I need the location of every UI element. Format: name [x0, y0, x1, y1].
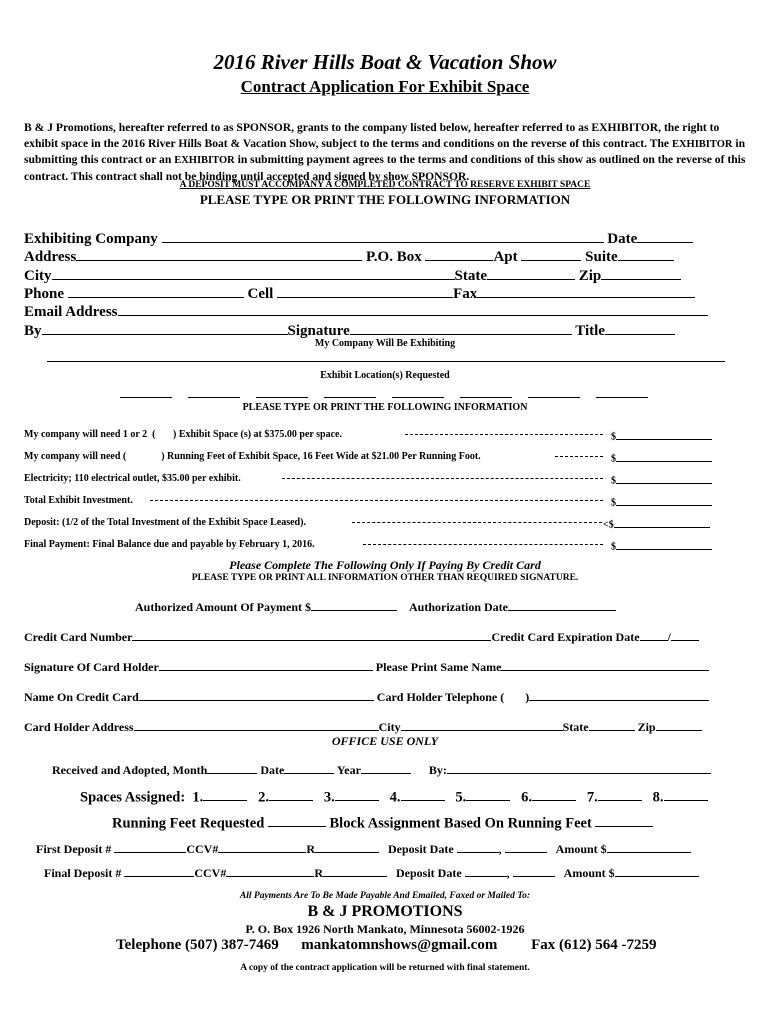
state-field[interactable] [487, 266, 575, 280]
payable-note: All Payments Are To Be Made Payable And Emailed, Faxed or Mailed To: [239, 891, 531, 901]
holder-phone-field[interactable] [529, 690, 709, 701]
first-deposit-number-field[interactable] [114, 842, 186, 853]
holder-zip-field[interactable] [656, 720, 702, 731]
exhibiting-company-field[interactable] [162, 229, 604, 243]
spaces-assigned-row: Spaces Assigned: 1. 2. 3. 4. 5. 6. 7. 8. [80, 788, 708, 805]
by-field[interactable] [42, 321, 288, 335]
space-1-field[interactable] [203, 788, 247, 801]
cost-final-amount: $ [611, 540, 712, 553]
cost-final-field[interactable] [616, 540, 712, 550]
space-4-field[interactable] [401, 788, 445, 801]
authorized-amount-field[interactable] [311, 600, 397, 611]
cost-row-total: Total Exhibit Investment. [24, 495, 133, 506]
final-deposit-date-field[interactable] [465, 866, 507, 877]
holder-signature-row: Signature Of Card Holder Please Print Same Name [24, 660, 709, 673]
cost-electricity-field[interactable] [616, 474, 712, 484]
location-field-1[interactable] [120, 397, 172, 398]
received-year-field[interactable] [361, 763, 411, 774]
exhibiting-description-field[interactable] [47, 361, 725, 362]
leader-dots [405, 434, 603, 435]
authorized-amount-row: Authorized Amount Of Payment $ Authorization Date [135, 600, 616, 613]
received-row: Received and Adopted, Month Date Year By: [52, 763, 711, 776]
space-8-field[interactable] [664, 788, 708, 801]
phone-row: Phone Cell Fax [24, 284, 695, 302]
first-deposit-r-field[interactable] [315, 842, 379, 853]
by-row: By Signature Title [24, 321, 675, 339]
cost-row-deposit: Deposit: (1/2 of the Total Investment of the Exhibit Space Leased). [24, 517, 306, 528]
cost-spaces-amount: $ [611, 430, 712, 443]
address-row: Address P.O. Box Apt Suite [24, 247, 674, 265]
city-row: City State Zip [24, 266, 681, 284]
first-deposit-row: First Deposit # CCV# R Deposit Date , Amount $ [36, 842, 691, 855]
expiration-year-field[interactable] [671, 630, 699, 641]
leader-dots [150, 500, 603, 501]
copy-note: A copy of the contract application will be returned with final statement. [240, 963, 530, 973]
authorization-date-field[interactable] [508, 600, 616, 611]
final-deposit-number-field[interactable] [124, 866, 194, 877]
intro-paragraph: B & J Promotions, hereafter referred to as SPONSOR, grants to the company listed below, hereafter referred to as EXHIBITOR, the right to exhibit space in the 2016 River Hills Boat & Vacation Show, subject to the terms and conditions on the reverse of this contract. The EXHIBITOR in submitting this contract or an EXHIBITOR in submitting payment agrees to the terms and conditions of this show as outlined on the reverse of this contract. This contract shall not be binding until accepted and signed by show SPONSOR. [24, 121, 746, 183]
fax-field[interactable] [477, 284, 695, 298]
final-deposit-amount-field[interactable] [615, 866, 699, 877]
phone-field[interactable] [68, 284, 244, 298]
credit-card-heading: Please Complete The Following Only If Paying By Credit Card [229, 558, 541, 572]
company-name: B & J PROMOTIONS [307, 903, 463, 920]
holder-address-field[interactable] [134, 720, 379, 731]
cost-total-amount: $ [611, 496, 712, 509]
form-title: 2016 River Hills Boat & Vacation Show [213, 50, 557, 74]
signature-field[interactable] [350, 321, 572, 335]
leader-dots [282, 478, 603, 479]
cost-running-feet-field[interactable] [616, 452, 712, 462]
exhibiting-note: My Company Will Be Exhibiting [314, 338, 456, 349]
form-subtitle: Contract Application For Exhibit Space [240, 77, 530, 96]
company-fax: Fax (612) 564 -7259 [531, 937, 657, 953]
cost-total-field[interactable] [616, 496, 712, 506]
received-by-field[interactable] [447, 763, 711, 774]
location-field-7[interactable] [528, 397, 580, 398]
address-field[interactable] [76, 247, 362, 261]
space-7-field[interactable] [598, 788, 642, 801]
print-name-field[interactable] [501, 660, 709, 671]
space-3-field[interactable] [335, 788, 379, 801]
cost-deposit-amount: <$ [603, 518, 710, 531]
city-field[interactable] [52, 266, 455, 280]
leader-dots [352, 522, 602, 523]
final-deposit-r-field[interactable] [323, 866, 387, 877]
block-assignment-field[interactable] [595, 814, 653, 827]
company-email[interactable]: mankatomnshows@gmail.com [301, 937, 498, 953]
location-field-2[interactable] [188, 397, 240, 398]
zip-field[interactable] [601, 266, 681, 280]
first-deposit-year-field[interactable] [505, 842, 547, 853]
holder-signature-field[interactable] [159, 660, 373, 671]
expiration-month-field[interactable] [640, 630, 668, 641]
cell-field[interactable] [277, 284, 453, 298]
space-6-field[interactable] [532, 788, 576, 801]
first-deposit-ccv-field[interactable] [218, 842, 306, 853]
holder-address-row: Card Holder Address City State Zip [24, 720, 702, 733]
cost-electricity-amount: $ [611, 474, 712, 487]
holder-state-field[interactable] [589, 720, 635, 731]
email-field[interactable] [118, 302, 708, 316]
holder-city-field[interactable] [401, 720, 563, 731]
credit-card-instruction: PLEASE TYPE OR PRINT ALL INFORMATION OTHER THAN REQUIRED SIGNATURE. [191, 573, 579, 583]
card-number-field[interactable] [132, 630, 491, 641]
print-instruction: PLEASE TYPE OR PRINT THE FOLLOWING INFORMATION [199, 192, 571, 207]
name-on-card-row: Name On Credit Card Card Holder Telephone ( ) [24, 690, 709, 703]
space-5-field[interactable] [466, 788, 510, 801]
location-field-4[interactable] [324, 397, 376, 398]
leader-dots [555, 456, 603, 457]
cost-row-final: Final Payment: Final Balance due and payable by February 1, 2016. [24, 539, 315, 550]
first-deposit-amount-field[interactable] [607, 842, 691, 853]
company-address: P. O. Box 1926 North Mankato, Minnesota 56002-1926 [245, 922, 525, 936]
cost-deposit-field[interactable] [614, 518, 710, 528]
office-use-heading: OFFICE USE ONLY [331, 734, 439, 748]
received-month-field[interactable] [207, 763, 257, 774]
final-deposit-ccv-field[interactable] [226, 866, 314, 877]
apt-field[interactable] [521, 247, 581, 261]
locations-label: Exhibit Location(s) Requested [320, 370, 450, 381]
po-box-field[interactable] [425, 247, 493, 261]
location-field-3[interactable] [256, 397, 308, 398]
leader-dots [363, 544, 603, 545]
received-date-field[interactable] [284, 763, 334, 774]
location-field-6[interactable] [460, 397, 512, 398]
email-row: Email Address [24, 302, 708, 320]
cost-row-electricity: Electricity; 110 electrical outlet, $35.00 per exhibit. [24, 473, 241, 484]
space-2-field[interactable] [269, 788, 313, 801]
cost-row-running-feet: My company will need ( ) Running Feet of Exhibit Space, 16 Feet Wide at $21.00 Per Running Foot. [24, 451, 481, 462]
locations-instruction: PLEASE TYPE OR PRINT THE FOLLOWING INFORMATION [242, 402, 528, 413]
running-feet-row: Running Feet Requested Block Assignment Based On Running Feet [112, 814, 653, 831]
name-on-card-field[interactable] [139, 690, 374, 701]
cost-running-feet-amount: $ [611, 452, 712, 465]
title-field[interactable] [605, 321, 675, 335]
card-number-row: Credit Card Number Credit Card Expiration Date / [24, 630, 699, 643]
cost-spaces-field[interactable] [616, 430, 712, 440]
first-deposit-date-field[interactable] [457, 842, 499, 853]
final-deposit-year-field[interactable] [513, 866, 555, 877]
contact-row [116, 938, 657, 953]
cost-row-spaces: My company will need 1 or 2 ( ) Exhibit Space (s) at $375.00 per space. [24, 429, 342, 440]
deposit-notice: A DEPOSIT MUST ACCOMPANY A COMPLETED CONTRACT TO RESERVE EXHIBIT SPACE [179, 180, 591, 190]
running-feet-field[interactable] [268, 814, 326, 827]
company-telephone: Telephone (507) 387-7469 [116, 937, 279, 953]
final-deposit-row: Final Deposit # CCV# R Deposit Date , Amount $ [44, 866, 699, 879]
suite-field[interactable] [618, 247, 674, 261]
date-field[interactable] [637, 229, 693, 243]
exhibiting-company-row: Exhibiting Company Date [24, 229, 693, 247]
location-field-8[interactable] [596, 397, 648, 398]
location-field-5[interactable] [392, 397, 444, 398]
